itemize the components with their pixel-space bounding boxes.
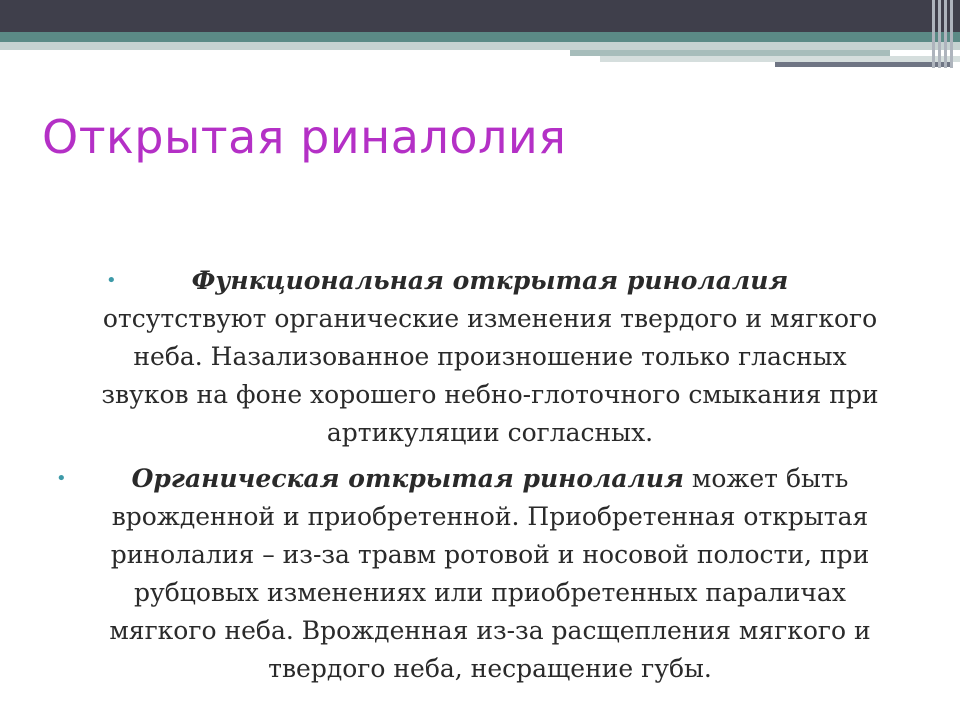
slide-title: Открытая риналолия [42, 110, 567, 164]
bullet-text-line: рубцовых изменениях или приобретенных параличах [134, 578, 846, 607]
header-pale-band [0, 42, 960, 50]
bullet-heading: Функциональная открытая ринолалия [191, 266, 789, 295]
bullet-heading: Органическая открытая ринолалия [131, 464, 684, 493]
bullet-icon: • [56, 468, 67, 489]
decor-stripe [938, 0, 941, 68]
bullet-text-line: врожденной и приобретенной. Приобретенная открытая [111, 502, 869, 531]
bullet-text-line: артикуляции согласных. [326, 418, 654, 447]
bullet-item [40, 460, 940, 688]
bullet-item [40, 262, 940, 452]
bullet-text-line: неба. Назализованное произношение только гласных [133, 342, 847, 371]
bullet-text-line: звуков на фоне хорошего небно-глоточного смыкания при [101, 380, 879, 409]
decor-stripe [932, 0, 935, 68]
decor-stripe [950, 0, 953, 68]
slide-content [40, 262, 940, 696]
bullet-text-line: ринолалия – из-за травм ротовой и носовой полости, при [110, 540, 870, 569]
bullet-heading-rest: может быть [683, 464, 849, 493]
bullet-text-line: мягкого неба. Врожденная из-за расщепления мягкого и [109, 616, 871, 645]
bullet-text-line: отсутствуют органические изменения твердого и мягкого [102, 304, 878, 333]
decor-stripes [928, 0, 960, 68]
bullet-icon: • [106, 270, 117, 291]
bullet-heading-line [40, 460, 940, 498]
decor-stripe [944, 0, 947, 68]
bullet-text-line: твердого неба, несращение губы. [268, 654, 712, 683]
bullet-heading-line [40, 262, 940, 300]
decor-bar [775, 62, 950, 67]
header-dark-band [0, 0, 960, 32]
header-teal-band [0, 32, 960, 42]
